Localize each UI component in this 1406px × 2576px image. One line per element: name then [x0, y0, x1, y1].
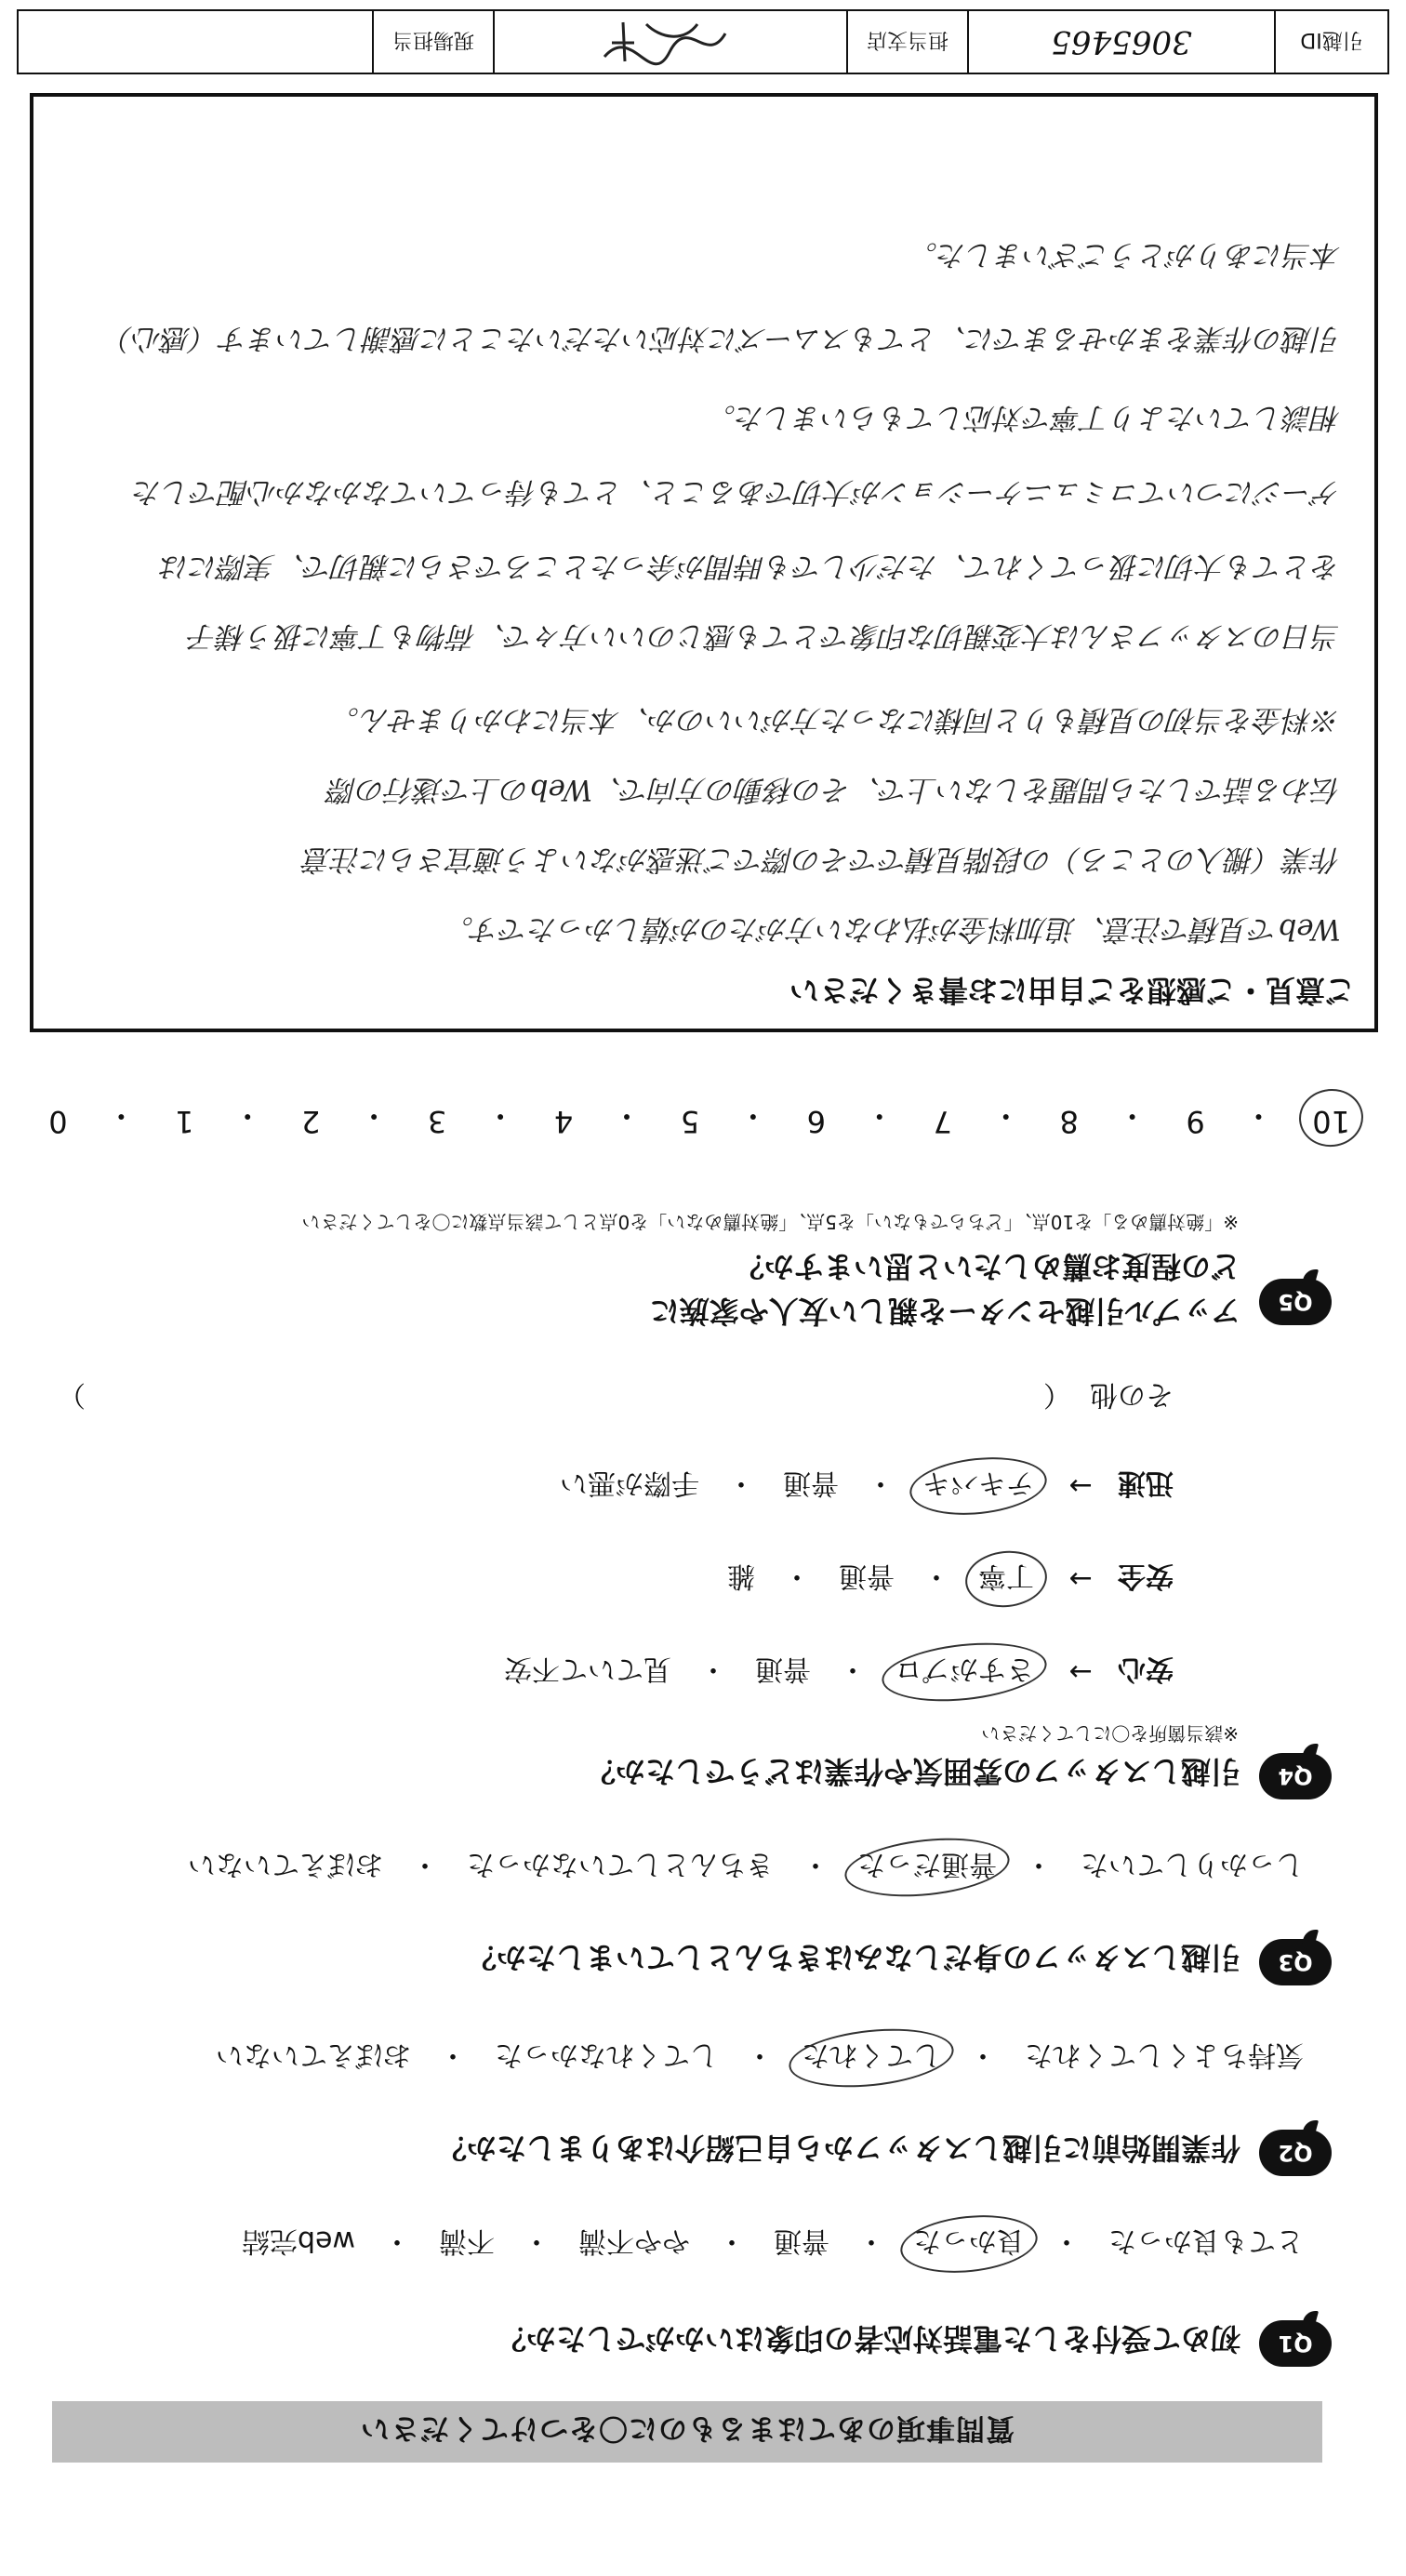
- q5-score-option[interactable]: 6: [806, 1104, 827, 1139]
- q3-question: 引越しスタッフの身だしなみはきちんとしていましたか？: [466, 1940, 1240, 1975]
- q5-score-option[interactable]: 9: [1186, 1104, 1205, 1139]
- q4-row-jinsoku: 迅速 → テキパキ ・ 普通 ・ 手際が悪い: [560, 1466, 1174, 1507]
- q5-score-option[interactable]: 3: [427, 1104, 447, 1139]
- q5-score-option[interactable]: 4: [553, 1104, 574, 1139]
- q1-options: とても良かった ・ 良かった ・ 普通 ・ やや不満 ・ 不満 ・ web完結: [242, 2224, 1304, 2264]
- site-manager-field[interactable]: [19, 9, 374, 74]
- q5-score-option[interactable]: 7: [933, 1104, 952, 1139]
- q5-score-scale: 10 ・ 9 ・ 8 ・ 7 ・ 6 ・ 5 ・ 4 ・ 3 ・ 2 ・ 1 ・ 0: [48, 1098, 1350, 1139]
- q2-options: 気持ちよくしてくれた ・ してくれた ・ してくれなかった ・ おぼえていない: [216, 2038, 1304, 2078]
- handwritten-line: Webで見積で注意、追加料金が払わない方がたのが嬉しかったです。: [444, 912, 1341, 946]
- move-id-label: 引越ID: [1300, 28, 1363, 52]
- q3-option-normal[interactable]: 普通だった: [857, 1847, 997, 1888]
- q4-anzen-option-careful[interactable]: 丁寧: [978, 1559, 1034, 1600]
- q5-score-option[interactable]: 0: [48, 1104, 68, 1139]
- handwritten-line: 当日のスタッフさんは大変親切な印象でとても感じのいい方々で、荷物も丁寧に扱う様子: [188, 619, 1341, 653]
- handwritten-line: 伝わる話でしたら問題をしない上で、その移動の方向で、Webの上で遂行の際: [327, 773, 1341, 806]
- q3-option-not-neat[interactable]: きちんとしていなかった: [467, 1848, 774, 1880]
- q5-badge: Q5: [1259, 1279, 1332, 1325]
- q5-score-option[interactable]: 10: [1312, 1096, 1350, 1139]
- q4-other-row: [58, 1377, 1174, 1418]
- q5-note: ※「絶対薦める」を10点、「どちらでもない」を5点、「絶対薦めない」を0点として該当点数に〇をしてください: [301, 1211, 1239, 1233]
- q1-option-good[interactable]: 良かった: [913, 2224, 1025, 2264]
- q2-badge: Q2: [1259, 2130, 1332, 2176]
- q4-jinsoku-option-quick[interactable]: テキパキ: [922, 1466, 1034, 1507]
- q4-anzen-option-normal[interactable]: 普通: [839, 1560, 895, 1592]
- q2-option-did[interactable]: してくれた: [802, 2038, 941, 2078]
- q4-anzen-option-rough[interactable]: 雑: [727, 1560, 755, 1592]
- q5-score-option[interactable]: 1: [175, 1104, 194, 1139]
- arrow-right-icon: →: [1068, 1655, 1093, 1689]
- move-id-value[interactable]: 3065465: [969, 9, 1276, 74]
- q2-question: 作業開始前に引越しスタッフから自己紹介はありましたか？: [436, 2131, 1240, 2166]
- q1-option-very-good[interactable]: とても良かった: [1108, 2224, 1304, 2257]
- q4-anshin-option-pro[interactable]: さすがプロ: [895, 1652, 1034, 1693]
- handwritten-line: 本当にありがとうございました。: [909, 238, 1341, 272]
- instruction-text: 質問事項のあてはまるものに〇をつけてください: [360, 2411, 1015, 2446]
- arrow-right-icon: →: [1068, 1562, 1093, 1596]
- q4-note: ※該当箇所を〇にしてください: [981, 1722, 1239, 1745]
- handwritten-line: 相談していたより丁寧で対応してもらいました。: [707, 401, 1341, 434]
- q4-row-anshin: 安心 → さすがプロ ・ 普通 ・ 見ていて不安: [504, 1652, 1174, 1693]
- handwritten-line: 引越の作業をまかせるまでに、とてもスムーズに対応いただいたことに感謝しています（感心）: [104, 322, 1341, 355]
- q5-score-option[interactable]: 2: [301, 1104, 321, 1139]
- handwritten-line: をとても大切に扱ってくれて、ただ少しでも時間が余ったところでさらに親切で、実際には: [160, 550, 1341, 583]
- q5-question-line1: アップル引越センターを親しい友人や家族に: [649, 1294, 1240, 1329]
- q3-options: しっかりしていた ・ 普通だった ・ きちんとしていなかった ・ おぼえていない: [188, 1847, 1304, 1888]
- arrow-right-icon: →: [1068, 1469, 1093, 1503]
- q3-option-dont-remember[interactable]: おぼえていない: [188, 1848, 383, 1880]
- comment-title: ご意見・ご感想をご自由にお書きください: [789, 973, 1355, 1008]
- q4-row-anzen: 安全 → 丁寧 ・ 普通 ・ 雑: [727, 1559, 1174, 1600]
- q4-row-label: 安心: [1118, 1653, 1174, 1685]
- q5-score-option[interactable]: 8: [1059, 1104, 1079, 1139]
- q1-option-unsatisfied[interactable]: 不満: [439, 2224, 495, 2257]
- q4-badge: Q4: [1259, 1753, 1332, 1799]
- q4-jinsoku-option-normal[interactable]: 普通: [783, 1467, 839, 1499]
- q4-question: 引越しスタッフの雰囲気や作業はどうでしたか？: [585, 1754, 1240, 1789]
- q4-jinsoku-option-slow[interactable]: 手際が悪い: [560, 1467, 699, 1499]
- handwritten-line: ※料金を当初の見積もりと同様になった方がいいのか、本当にわかりません。: [330, 703, 1341, 737]
- handwritten-line: 作業（搬入のところ）の段階見積ででその際でご迷惑がないよう適宜さらに注意: [303, 843, 1341, 876]
- q3-option-neat[interactable]: しっかりしていた: [1081, 1848, 1304, 1880]
- q2-option-dont-remember[interactable]: おぼえていない: [216, 2038, 411, 2071]
- q4-row-label: 安全: [1118, 1560, 1174, 1592]
- q1-question: 初めて受付をした電話対応者の印象はいかがでしたか？: [496, 2321, 1240, 2357]
- q2-option-did-not[interactable]: してくれなかった: [495, 2038, 718, 2071]
- q5-question-line2: どの程度お薦めしたいと思いますか？: [734, 1249, 1240, 1284]
- q4-other-close: ）: [58, 1378, 86, 1411]
- branch-label: 担当支店: [848, 9, 969, 74]
- q4-other-open: （: [1043, 1378, 1071, 1411]
- q1-option-web-complete[interactable]: web完結: [241, 2224, 355, 2257]
- handwritten-line: ゲージについてコミュニケーションが大切であること、とても待っていてなかなか心配でした: [133, 475, 1341, 509]
- q2-option-pleasant[interactable]: 気持ちよくしてくれた: [1025, 2038, 1304, 2071]
- site-manager-label: 現場担当: [374, 9, 495, 74]
- q1-badge: Q1: [1259, 2320, 1332, 2367]
- signature-stamp: [590, 13, 735, 71]
- q4-other-label: その他: [1090, 1378, 1174, 1411]
- q1-option-slightly-unsatisfied[interactable]: やや不満: [578, 2224, 690, 2257]
- q1-option-normal[interactable]: 普通: [774, 2224, 829, 2257]
- q4-row-label: 迅速: [1118, 1467, 1174, 1499]
- q5-score-option[interactable]: 5: [680, 1104, 700, 1139]
- q4-anshin-option-normal[interactable]: 普通: [755, 1653, 811, 1685]
- q3-badge: Q3: [1259, 1939, 1332, 1985]
- q4-anshin-option-anxious[interactable]: 見ていて不安: [504, 1653, 671, 1685]
